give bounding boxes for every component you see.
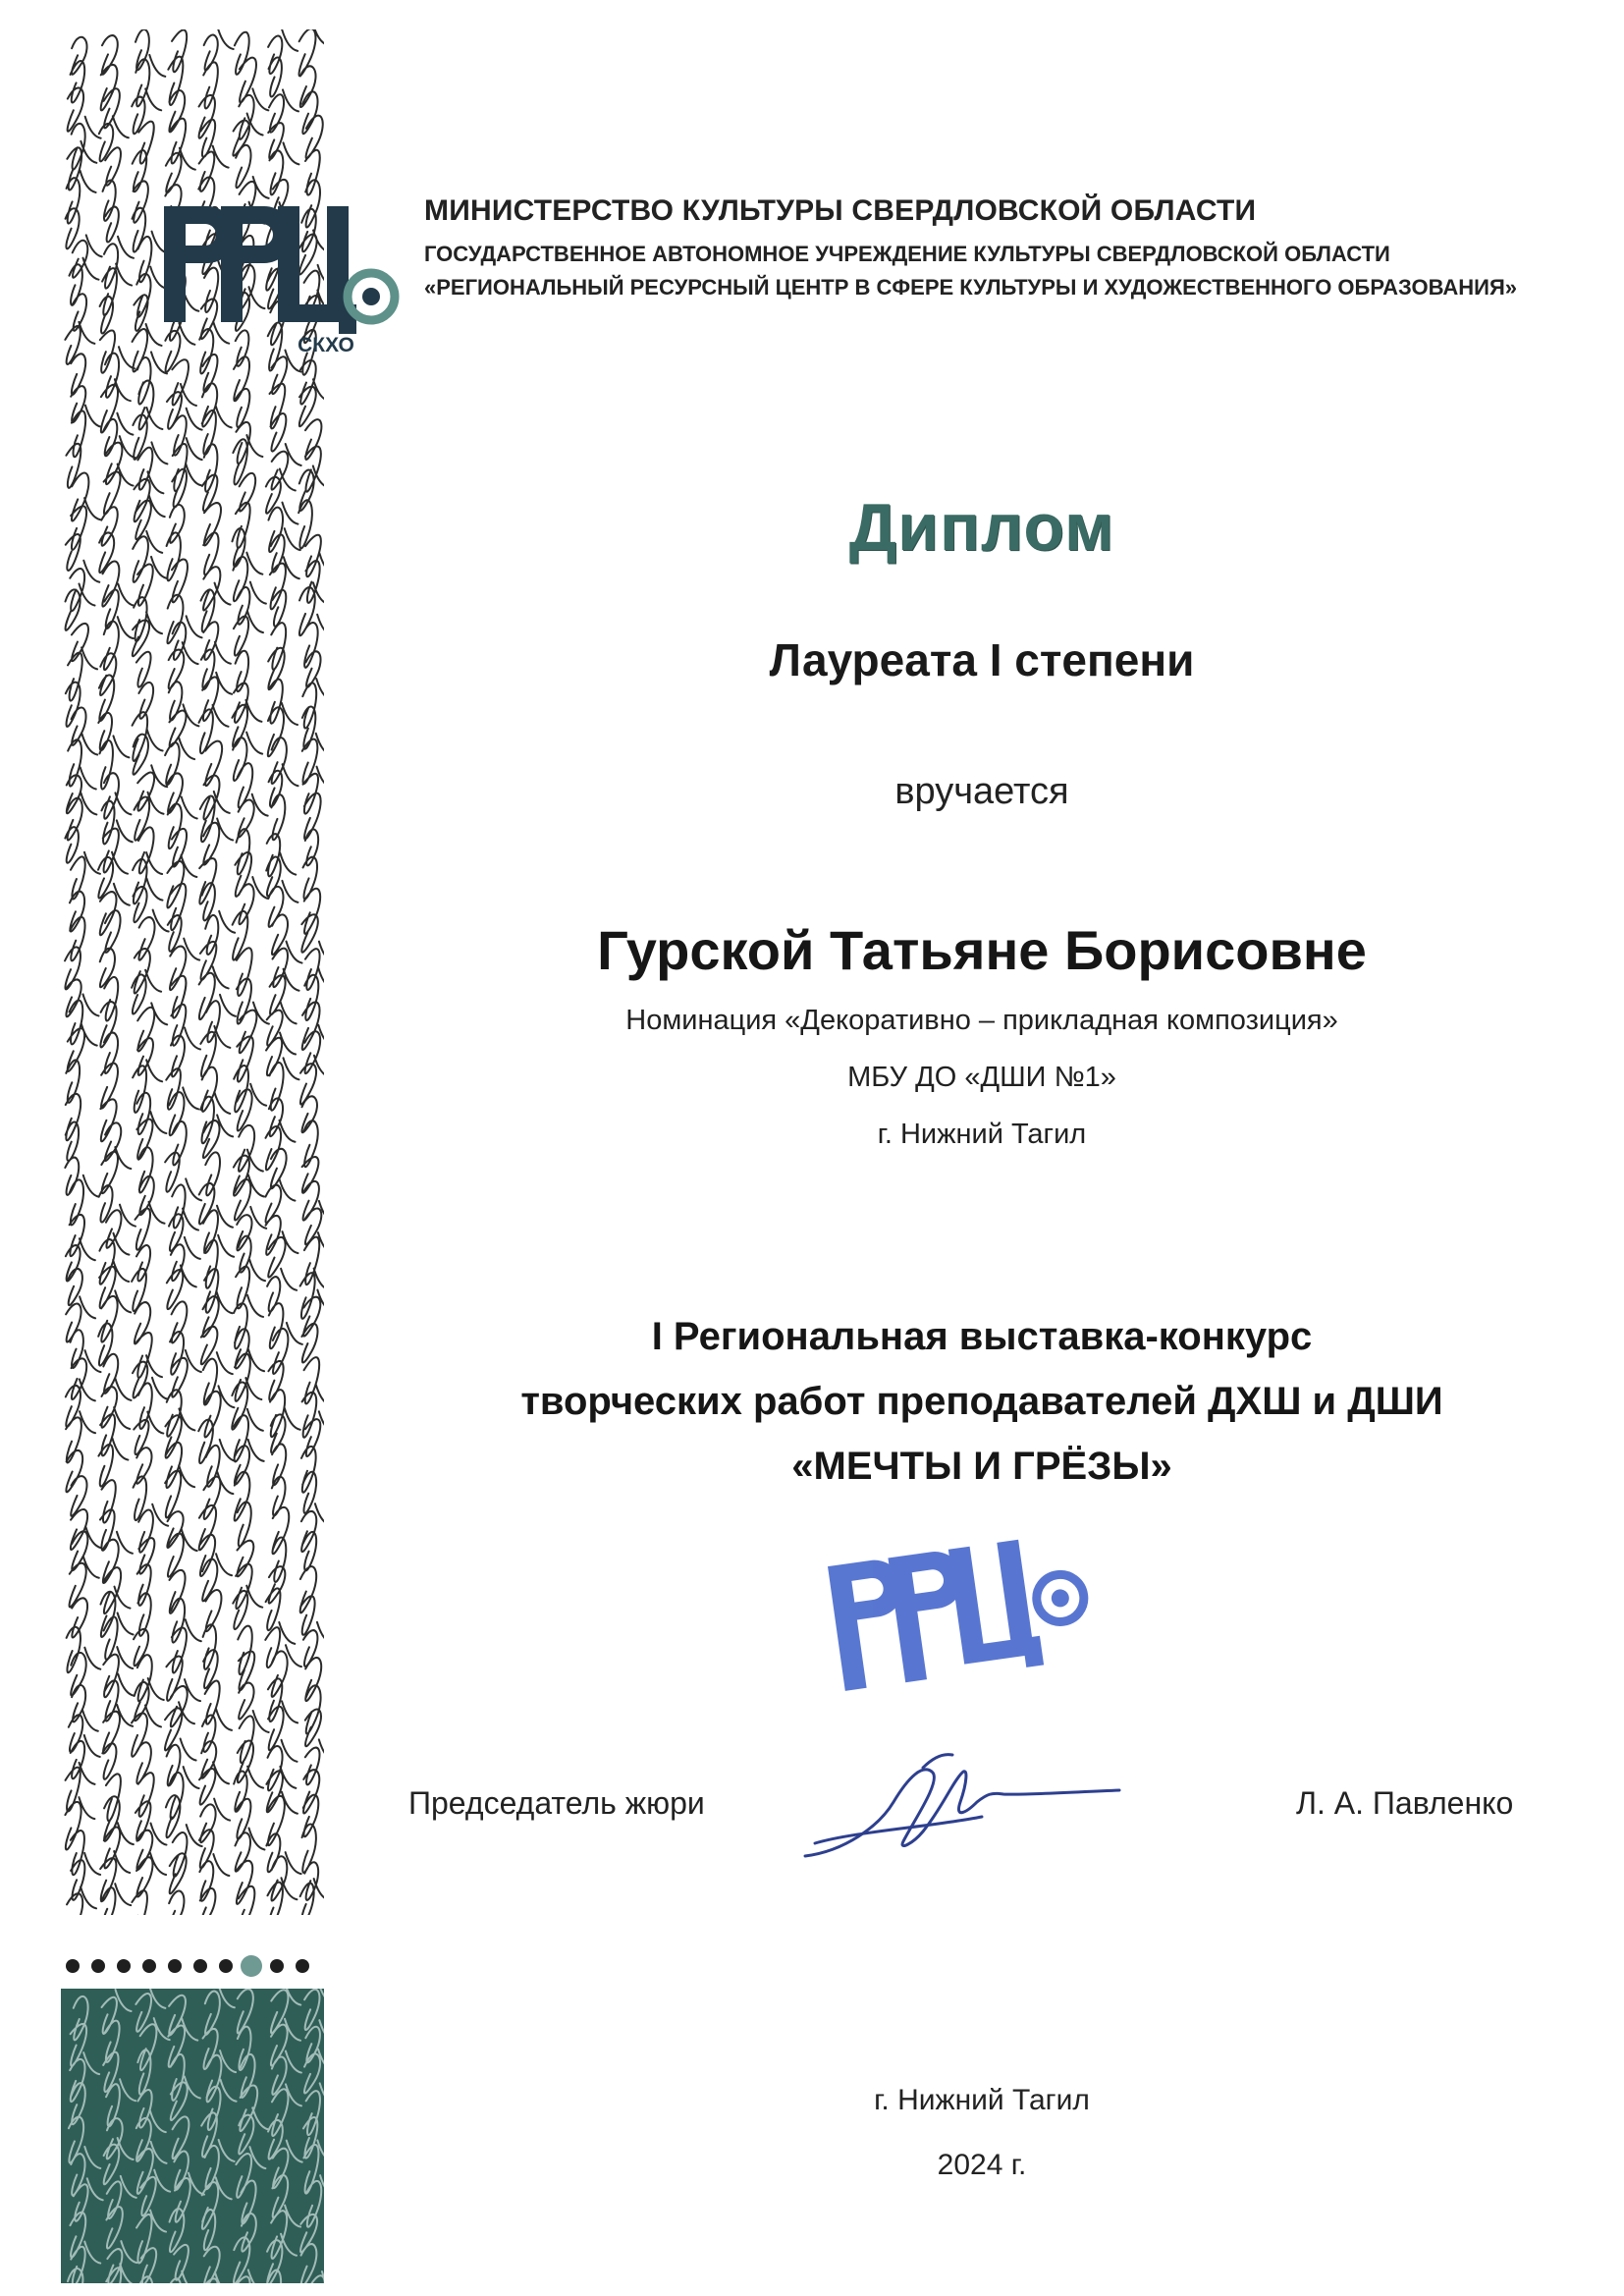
organization: МБУ ДО «ДШИ №1» bbox=[847, 1062, 1116, 1093]
stamp bbox=[815, 1498, 1129, 1714]
institution-line-1: ГОСУДАРСТВЕННОЕ АВТОНОМНОЕ УЧРЕЖДЕНИЕ КУЛЬТУРЫ СВЕРДЛОВСКОЙ ОБЛАСТИ bbox=[424, 242, 1390, 266]
event-line-3: «МЕЧТЫ И ГРЁЗЫ» bbox=[791, 1445, 1172, 1488]
jury-chair-name: Л. А. Павленко bbox=[1296, 1785, 1514, 1821]
jury-chair-label: Председатель жюри bbox=[408, 1785, 705, 1821]
event-line-2: творческих работ преподавателей ДХШ и ДШИ bbox=[520, 1380, 1443, 1423]
decorative-dots bbox=[65, 1954, 330, 1978]
recipient-city: г. Нижний Тагил bbox=[877, 1119, 1087, 1150]
diploma-degree: Лауреата I степени bbox=[769, 634, 1195, 685]
handwritten-signature bbox=[785, 1733, 1139, 1881]
institution-line-2: «РЕГИОНАЛЬНЫЙ РЕСУРСНЫЙ ЦЕНТР В СФЕРЕ КУЛЬТУРЫ И ХУДОЖЕСТВЕННОГО ОБРАЗОВАНИЯ» bbox=[424, 275, 1518, 300]
logo-subtitle: СКХО bbox=[298, 334, 354, 354]
footer-city: г. Нижний Тагил bbox=[874, 2084, 1090, 2116]
nomination: Номинация «Декоративно – прикладная композиция» bbox=[625, 1005, 1338, 1036]
decorative-green-panel bbox=[61, 1989, 324, 2283]
event-line-1: I Региональная выставка-конкурс bbox=[651, 1315, 1313, 1358]
diploma-title: Диплом bbox=[848, 490, 1115, 565]
event-block bbox=[393, 1304, 1571, 1499]
recipient-name: Гурской Татьяне Борисовне bbox=[597, 919, 1367, 981]
rrc-logo bbox=[159, 187, 405, 354]
awarded-text: вручается bbox=[894, 771, 1069, 812]
footer-year: 2024 г. bbox=[937, 2149, 1027, 2181]
header-block bbox=[424, 194, 1553, 301]
recipient-info bbox=[393, 992, 1571, 1163]
ministry-name: МИНИСТЕРСТВО КУЛЬТУРЫ СВЕРДЛОВСКОЙ ОБЛАСТИ bbox=[424, 194, 1257, 227]
